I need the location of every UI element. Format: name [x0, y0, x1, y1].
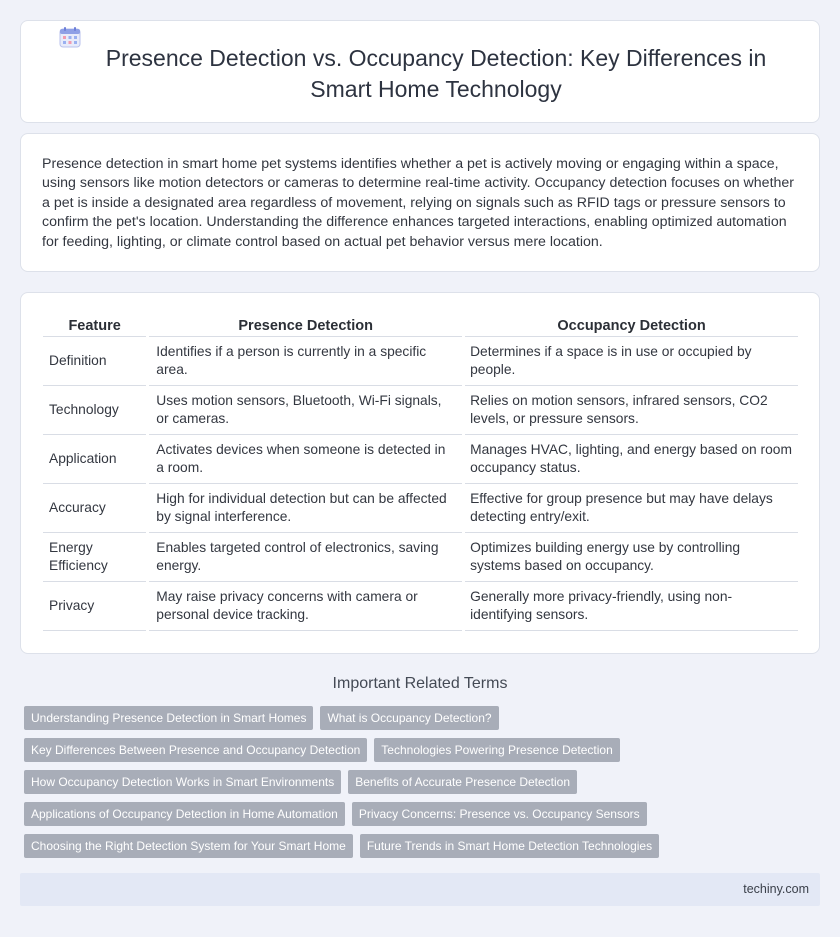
- header-presence: Presence Detection: [149, 317, 462, 337]
- related-term-link[interactable]: How Occupancy Detection Works in Smart Environments: [24, 770, 341, 794]
- occupancy-cell: Manages HVAC, lighting, and energy based on room occupancy status.: [465, 435, 798, 484]
- presence-cell: May raise privacy concerns with camera or personal device tracking.: [149, 582, 462, 631]
- header-occupancy: Occupancy Detection: [465, 317, 798, 337]
- feature-cell: Energy Efficiency: [43, 533, 146, 582]
- footer: [20, 873, 820, 906]
- table-row: [43, 484, 798, 533]
- related-terms-title: Important Related Terms: [332, 675, 508, 692]
- feature-cell: Application: [43, 435, 146, 484]
- presence-cell: Enables targeted control of electronics, saving energy.: [149, 533, 462, 582]
- header-card: [20, 20, 820, 123]
- table-row: [43, 386, 798, 435]
- related-term-link[interactable]: Future Trends in Smart Home Detection Technologies: [360, 834, 659, 858]
- occupancy-cell: Relies on motion sensors, infrared sensors, CO2 levels, or pressure sensors.: [465, 386, 798, 435]
- related-term-link[interactable]: Key Differences Between Presence and Occupancy Detection: [24, 738, 367, 762]
- page-title: Presence Detection vs. Occupancy Detection: Key Differences in Smart Home Technology: [105, 45, 767, 102]
- related-term-link[interactable]: Privacy Concerns: Presence vs. Occupancy Sensors: [352, 802, 647, 826]
- presence-cell: Uses motion sensors, Bluetooth, Wi-Fi signals, or cameras.: [149, 386, 462, 435]
- table-row: [43, 582, 798, 631]
- comparison-card: [20, 292, 820, 654]
- feature-cell: Accuracy: [43, 484, 146, 533]
- header-feature: Feature: [43, 317, 146, 337]
- related-term-link[interactable]: Understanding Presence Detection in Smart Homes: [24, 706, 313, 730]
- table-header-row: [43, 317, 798, 337]
- occupancy-cell: Determines if a space is in use or occupied by people.: [465, 337, 798, 386]
- presence-cell: Activates devices when someone is detected in a room.: [149, 435, 462, 484]
- related-term-link[interactable]: Choosing the Right Detection System for Your Smart Home: [24, 834, 353, 858]
- feature-cell: Technology: [43, 386, 146, 435]
- intro-card: [20, 133, 820, 272]
- feature-cell: Privacy: [43, 582, 146, 631]
- table-row: [43, 435, 798, 484]
- related-terms-list: [24, 706, 824, 866]
- table-row: [43, 337, 798, 386]
- related-term-link[interactable]: Benefits of Accurate Presence Detection: [348, 770, 577, 794]
- comparison-table: [43, 317, 798, 631]
- occupancy-cell: Generally more privacy-friendly, using non-identifying sensors.: [465, 582, 798, 631]
- related-term-link[interactable]: Applications of Occupancy Detection in Home Automation: [24, 802, 345, 826]
- table-row: [43, 533, 798, 582]
- footer-site-name[interactable]: techiny.com: [743, 882, 809, 896]
- feature-cell: Definition: [43, 337, 146, 386]
- occupancy-cell: Optimizes building energy use by controlling systems based on occupancy.: [465, 533, 798, 582]
- presence-cell: High for individual detection but can be affected by signal interference.: [149, 484, 462, 533]
- related-term-link[interactable]: Technologies Powering Presence Detection: [374, 738, 619, 762]
- related-term-link[interactable]: What is Occupancy Detection?: [320, 706, 498, 730]
- presence-cell: Identifies if a person is currently in a specific area.: [149, 337, 462, 386]
- occupancy-cell: Effective for group presence but may have delays detecting entry/exit.: [465, 484, 798, 533]
- intro-paragraph: Presence detection in smart home pet systems identifies whether a pet is actively moving or engaging within a space, using sensors like motion detectors or cameras to determine real-time activity. Occupancy detection focuses on whether a pet is inside a designated area regardless of movement, relying on signals such as RFID tags or pressure sensors to confirm the pet's location. Understanding the difference enhances targeted interactions, enabling optimized automation for feeding, lighting, or climate control based on actual pet behavior versus mere location.: [42, 156, 795, 250]
